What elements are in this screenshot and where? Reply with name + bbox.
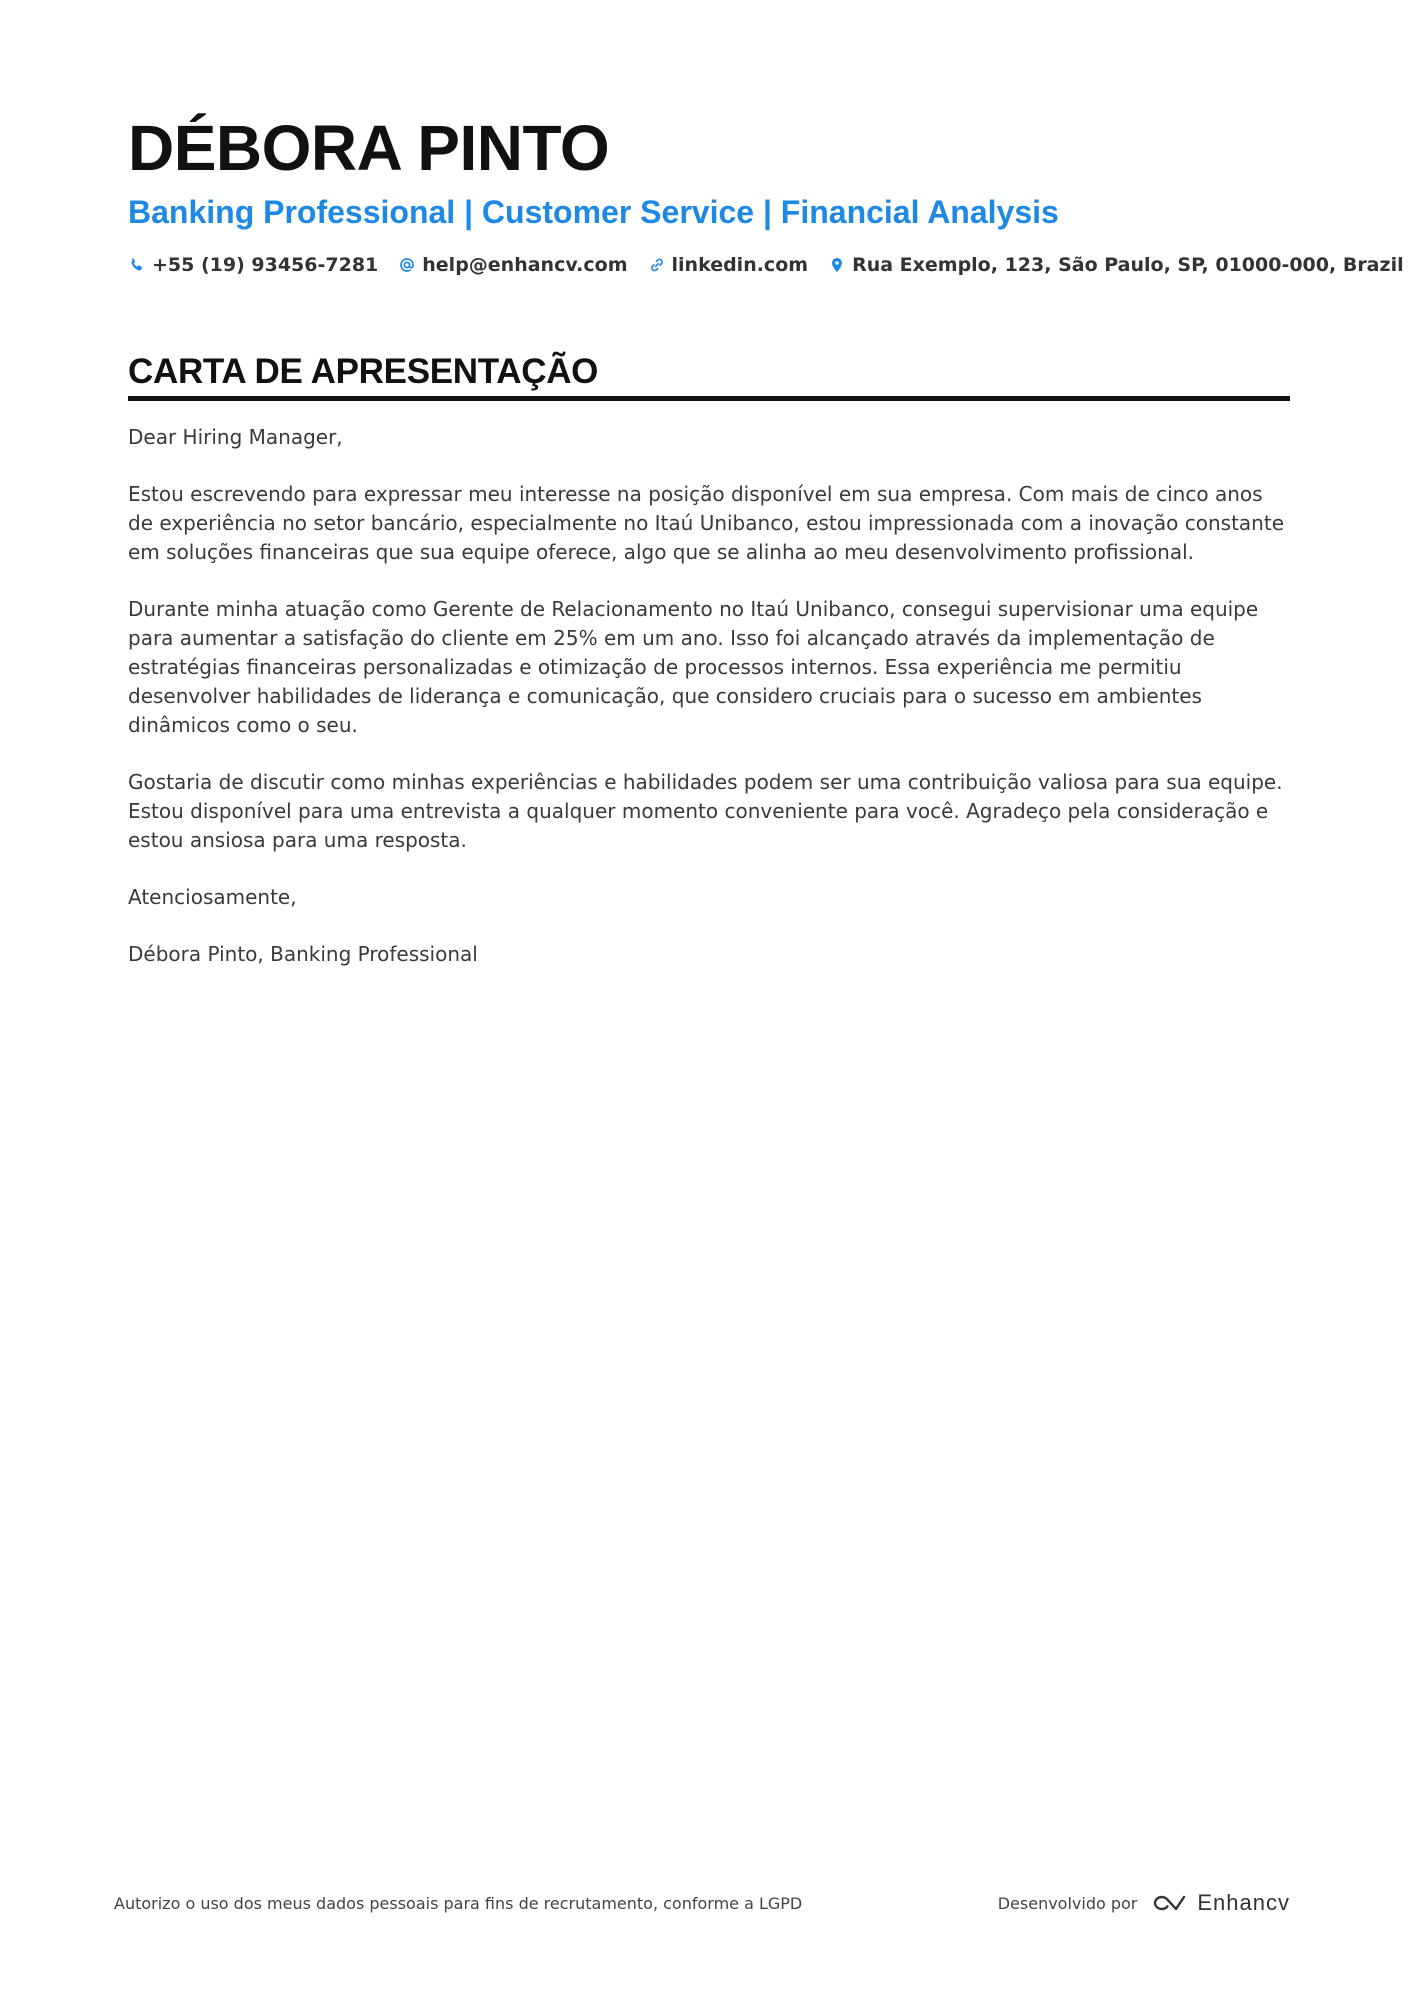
letter-body bbox=[128, 423, 1290, 969]
powered-by[interactable] bbox=[998, 1890, 1290, 1916]
cover-letter-page bbox=[128, 108, 1404, 997]
candidate-name: DÉBORA PINTO bbox=[128, 112, 610, 184]
enhancv-logo bbox=[1149, 1890, 1290, 1916]
letter-paragraph: Gostaria de discutir como minhas experiências e habilidades podem ser uma contribuição valiosa para sua equipe. Estou disponível para uma entrevista a qualquer momento conveniente para você. Agradeço pela consideração e estou ansiosa para uma resposta. bbox=[128, 770, 1283, 852]
contact-address bbox=[828, 252, 1404, 278]
contact-email-text: help@enhancv.com bbox=[422, 254, 628, 276]
contact-phone[interactable] bbox=[128, 252, 378, 278]
contact-bar bbox=[128, 252, 1404, 278]
candidate-headline: Banking Professional | Customer Service | Financial Analysis bbox=[128, 194, 1059, 230]
at-icon bbox=[398, 256, 416, 274]
powered-by-label: Desenvolvido por bbox=[997, 1893, 1138, 1913]
enhancv-logo-icon bbox=[1149, 1891, 1189, 1915]
letter-greeting: Dear Hiring Manager, bbox=[128, 425, 343, 449]
link-icon bbox=[648, 256, 666, 274]
page-footer bbox=[114, 1890, 1290, 1916]
contact-address-text: Rua Exemplo, 123, São Paulo, SP, 01000-000, Brazil bbox=[852, 254, 1404, 276]
letter-signature: Débora Pinto, Banking Professional bbox=[128, 942, 478, 966]
contact-linkedin-text: linkedin.com bbox=[671, 254, 809, 276]
letter-paragraph: Durante minha atuação como Gerente de Relacionamento no Itaú Unibanco, consegui supervisionar uma equipe para aumentar a satisfação do cliente em 25% em um ano. Isso foi alcançado através da implementação de estratégias financeiras personalizadas e otimização de processos internos. Essa experiência me permitiu desenvolver habilidades de liderança e comunicação, que considero cruciais para o sucesso em ambientes dinâmicos como o seu. bbox=[128, 597, 1259, 737]
contact-linkedin[interactable] bbox=[648, 252, 809, 278]
contact-phone-text: +55 (19) 93456-7281 bbox=[152, 254, 379, 276]
location-pin-icon bbox=[828, 256, 846, 274]
letter-paragraph: Estou escrevendo para expressar meu interesse na posição disponível em sua empresa. Com mais de cinco anos de experiência no setor bancário, especialmente no Itaú Unibanco, estou impressionada com a inovação constante em soluções financeiras que sua equipe oferece, algo que se alinha ao meu desenvolvimento profissional. bbox=[128, 482, 1285, 564]
consent-note: Autorizo o uso dos meus dados pessoais para fins de recrutamento, conforme a LGPD bbox=[114, 1893, 803, 1913]
phone-icon bbox=[128, 256, 146, 274]
section-title: CARTA DE APRESENTAÇÃO bbox=[128, 350, 1290, 401]
enhancv-logo-text: Enhancv bbox=[1197, 1890, 1290, 1915]
letter-closing: Atenciosamente, bbox=[128, 885, 297, 909]
contact-email[interactable] bbox=[398, 252, 627, 278]
